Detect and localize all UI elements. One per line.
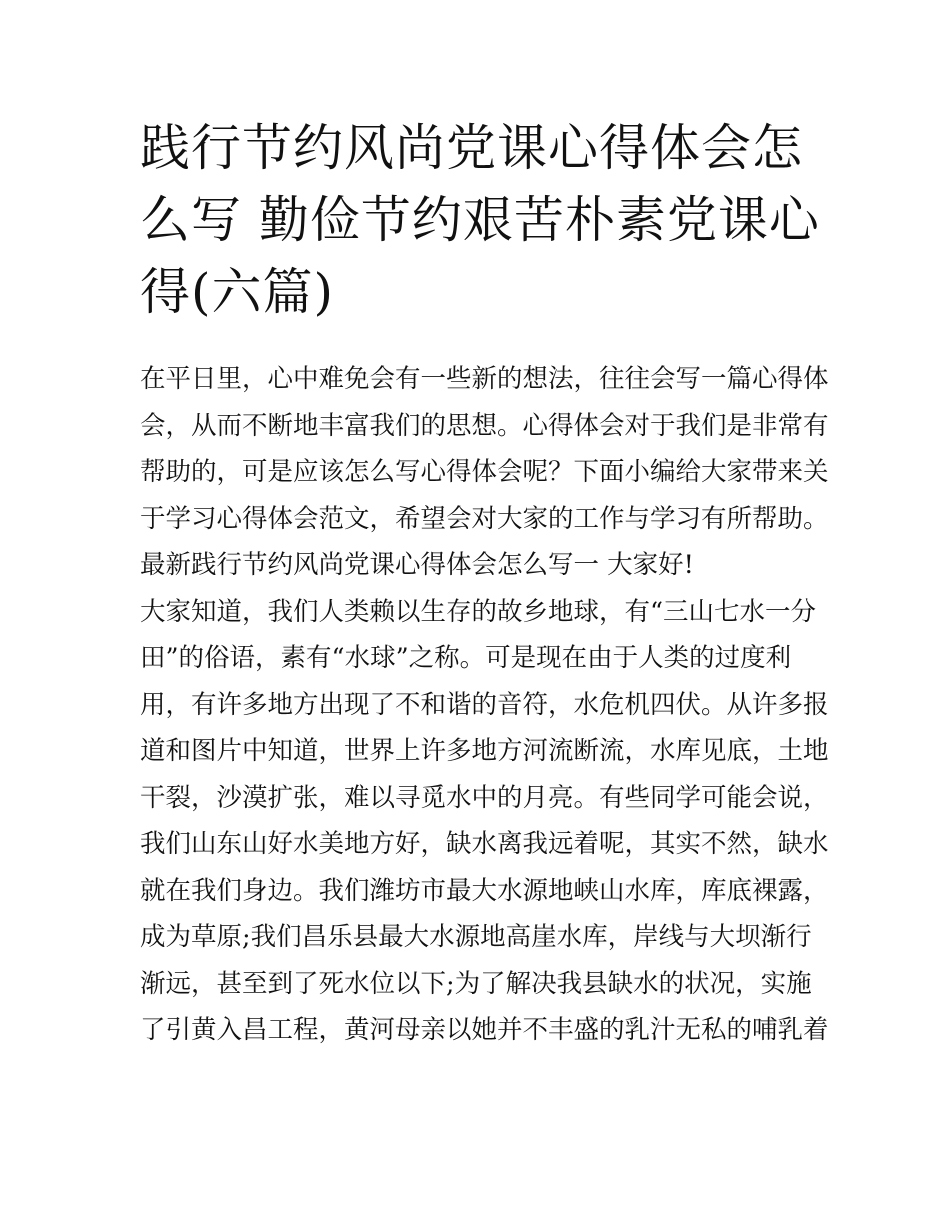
body-line: 干裂，沙漠扩张，难以寻觅水中的月亮。有些同学可能会说， — [140, 782, 829, 813]
body-line: 用，有许多地方出现了不和谐的音符，水危机四伏。从许多报 — [140, 689, 829, 720]
body-line: 田”的俗语，素有“水球”之称。可是现在由于人类的过度利 — [140, 643, 792, 673]
body-line: 在平日里，心中难免会有一些新的想法，往往会写一篇心得体 — [140, 364, 829, 394]
page-title — [140, 112, 820, 328]
body-line: 我们山东山好水美地方好，缺水离我远着呢，其实不然，缺水 — [140, 829, 829, 859]
body-line: 渐远，甚至到了死水位以下;为了解决我县缺水的状况，实施 — [140, 968, 812, 999]
body-text — [140, 356, 829, 1054]
body-line: 道和图片中知道，世界上许多地方河流断流，水库见底，土地 — [140, 736, 829, 766]
title-line: 践行节约风尚党课心得体会怎 — [140, 119, 803, 177]
body-line: 会，从而不断地丰富我们的思想。心得体会对于我们是非常有 — [140, 410, 829, 441]
title-line: 么写 勤俭节约艰苦朴素党课心 — [140, 191, 820, 249]
body-line: 最新践行节约风尚党课心得体会怎么写一 大家好! — [140, 550, 694, 580]
body-line: 帮助的，可是应该怎么写心得体会呢？下面小编给大家带来关 — [140, 457, 829, 487]
body-line: 成为草原;我们昌乐县最大水源地高崖水库，岸线与大坝渐行 — [140, 922, 812, 952]
body-line: 就在我们身边。我们潍坊市最大水源地峡山水库，库底裸露， — [140, 875, 829, 906]
title-line: 得(六篇) — [140, 263, 335, 321]
body-line: 于学习心得体会范文，希望会对大家的工作与学习有所帮助。 — [140, 503, 829, 534]
body-line: 大家知道，我们人类赖以生存的故乡地球，有“三山七水一分 — [140, 596, 817, 627]
body-line: 了引黄入昌工程，黄河母亲以她并不丰盛的乳汁无私的哺乳着 — [140, 1015, 829, 1045]
